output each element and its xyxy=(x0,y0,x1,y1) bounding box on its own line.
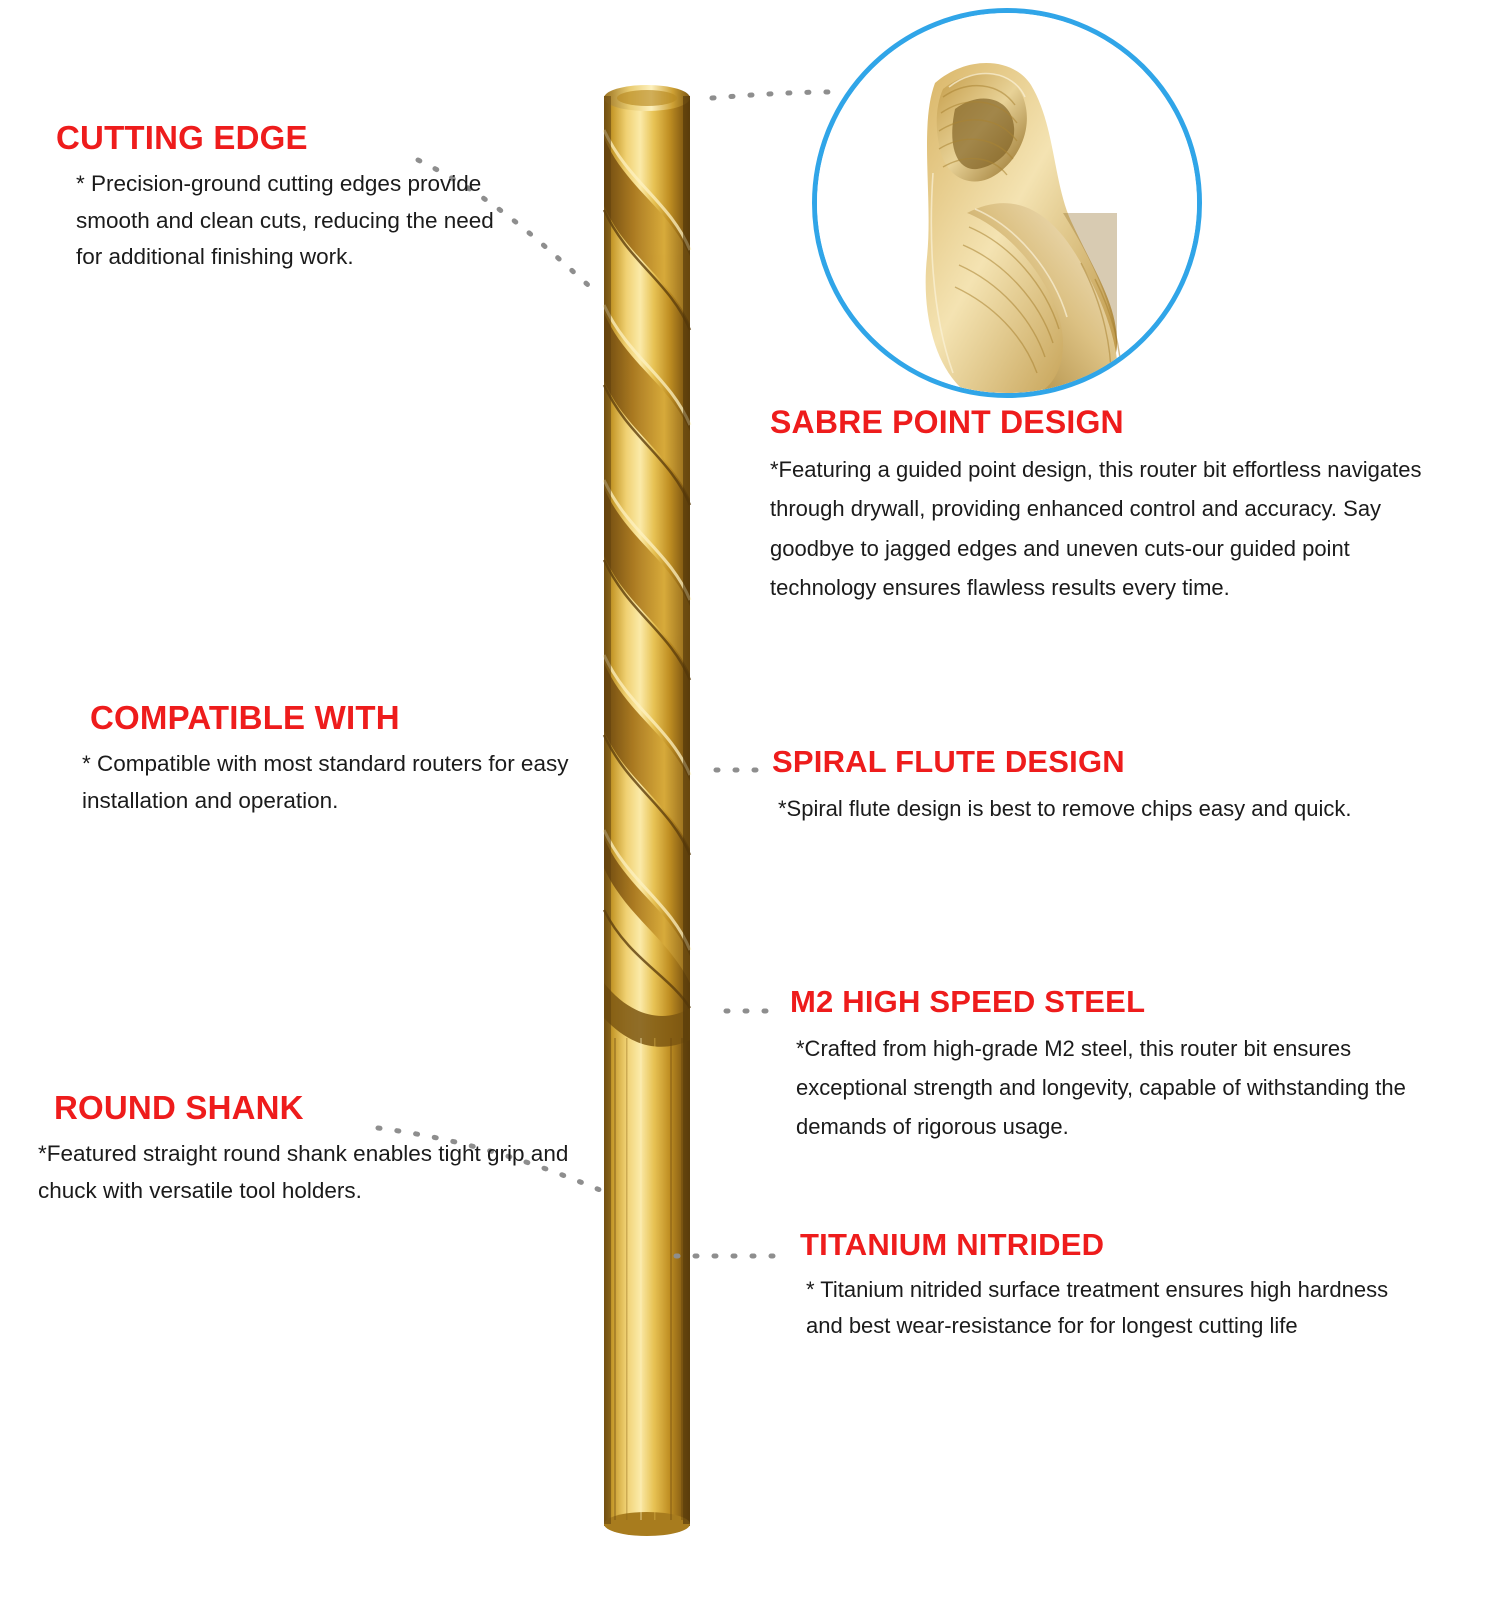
callout-body-titanium-nitrided: * Titanium nitrided surface treatment ensures high hardness and best wear-resistance for for longest cutting life xyxy=(806,1277,1389,1338)
callout-body-spiral-flute-design: *Spiral flute design is best to remove chips easy and quick. xyxy=(778,796,1352,822)
callout-title-round-shank: ROUND SHANK xyxy=(54,1089,304,1126)
callout-cutting-edge xyxy=(56,120,526,276)
callout-title-cutting-edge: CUTTING EDGE xyxy=(56,119,308,156)
callout-title-m2-high-speed-steel: M2 HIGH SPEED STEEL xyxy=(790,984,1146,1019)
callout-title-spiral-flute-design: SPIRAL FLUTE DESIGN xyxy=(772,744,1125,779)
callout-title-compatible-with: COMPATIBLE WITH xyxy=(90,699,400,736)
callout-m2-high-speed-steel xyxy=(790,985,1420,1147)
callout-spiral-flute-design xyxy=(772,745,1412,829)
callout-round-shank xyxy=(38,1090,598,1209)
router-bit-illustration xyxy=(586,78,712,1538)
callout-sabre-point-design xyxy=(770,405,1430,607)
callout-title-sabre-point-design: SABRE POINT DESIGN xyxy=(770,404,1124,440)
callout-body-sabre-point-design: *Featuring a guided point design, this router bit effortless navigates through drywall, providing enhanced control and accuracy. Say goodbye to jagged edges and uneven cuts-our guided point technology ensures flawless results every time. xyxy=(770,457,1422,600)
callout-body-m2-high-speed-steel: *Crafted from high-grade M2 steel, this router bit ensures exceptional strength and longevity, capable of withstanding the demands of rigorous usage. xyxy=(796,1036,1406,1140)
callout-title-titanium-nitrided: TITANIUM NITRIDED xyxy=(800,1227,1105,1262)
callout-body-compatible-with: * Compatible with most standard routers for easy installation and operation. xyxy=(82,751,569,813)
callout-body-round-shank: *Featured straight round shank enables tight grip and chuck with versatile tool holders. xyxy=(38,1141,569,1203)
callout-titanium-nitrided xyxy=(800,1228,1410,1343)
magnified-tip-inset xyxy=(812,8,1202,398)
callout-compatible-with xyxy=(62,700,602,819)
callout-body-cutting-edge: * Precision-ground cutting edges provide smooth and clean cuts, reducing the need for additional finishing work. xyxy=(76,171,494,270)
